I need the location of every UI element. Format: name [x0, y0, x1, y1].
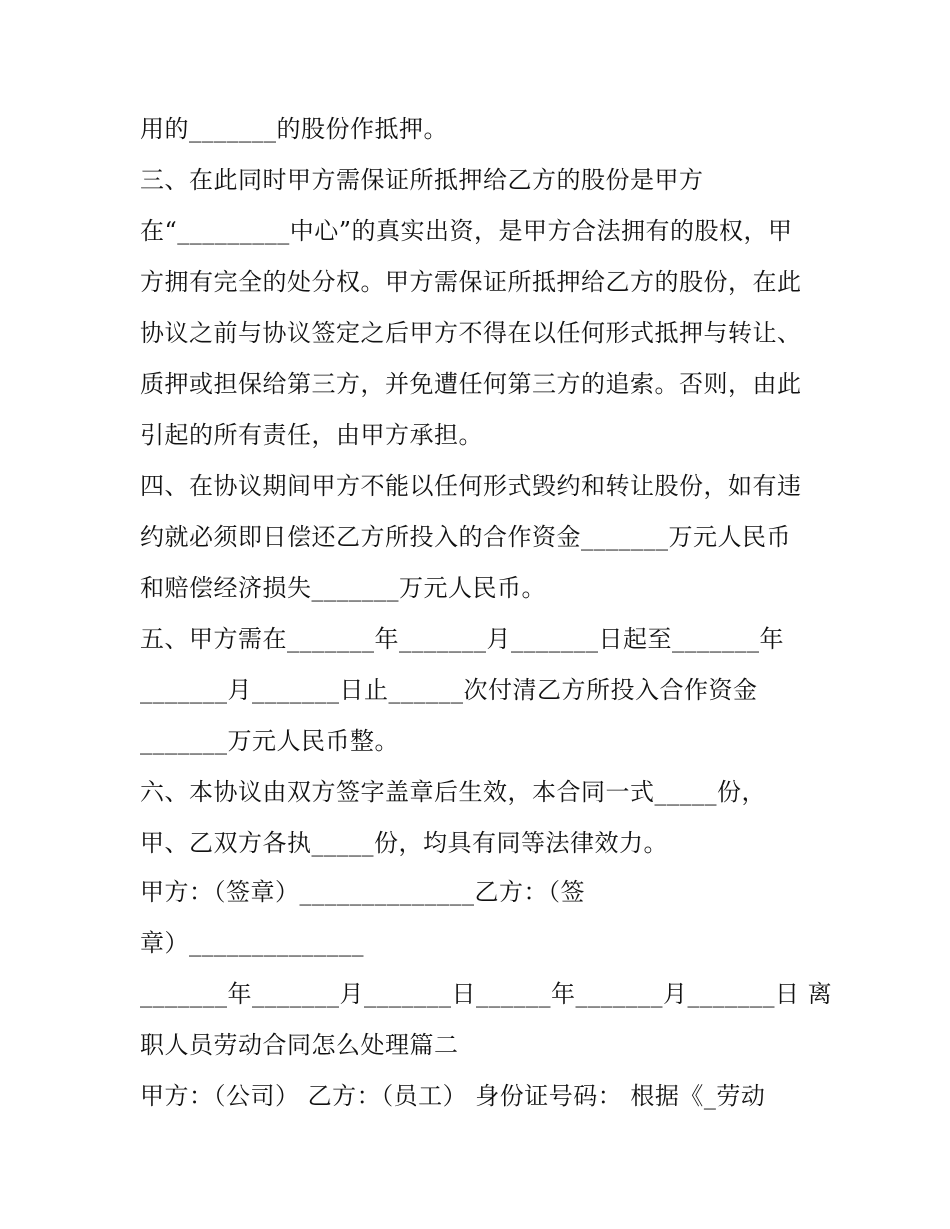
- text-line: 和赔偿经济损失_______万元人民币。: [140, 574, 546, 602]
- text-line: 四、在协议期间甲方不能以任何形式毁约和转让股份，如有违: [140, 472, 802, 500]
- text-line: 六、本协议由双方签字盖章后生效，本合同一式_____份，: [140, 778, 766, 806]
- date-line: _______年_______月_______日______年_______月_______日 离: [140, 980, 833, 1008]
- signature-line-party-b: 章）______________: [140, 929, 364, 957]
- text-line: _______月_______日止______次付清乙方所投入合作资金: [140, 676, 758, 704]
- text-line: 协议之前与协议签定之后甲方不得在以任何形式抵押与转让、: [140, 319, 802, 347]
- text-line: 三、在此同时甲方需保证所抵押给乙方的股份是甲方: [140, 166, 704, 194]
- text-line: 方拥有完全的处分权。甲方需保证所抵押给乙方的股份，在此: [140, 268, 802, 296]
- text-line: 质押或担保给第三方，并免遭任何第三方的追索。否则，由此: [140, 370, 802, 398]
- text-line: _______万元人民币整。: [140, 727, 399, 755]
- signature-line-party-a: 甲方：（签章）______________乙方：（签: [140, 878, 585, 906]
- text-line: 甲方：（公司） 乙方：（员工） 身份证号码： 根据《_劳动: [140, 1082, 766, 1110]
- text-line: 甲、乙双方各执_____份，均具有同等法律效力。: [140, 829, 668, 857]
- text-line: 用的_______的股份作抵押。: [140, 115, 448, 143]
- text-line: 约就必须即日偿还乙方所投入的合作资金_______万元人民币: [140, 523, 791, 551]
- text-line: 引起的所有责任，由甲方承担。: [140, 421, 483, 449]
- section-heading: 职人员劳动合同怎么处理篇二: [140, 1031, 459, 1059]
- text-line: 在“_________中心”的真实出资，是甲方合法拥有的股权，甲: [140, 217, 793, 245]
- text-line: 五、甲方需在_______年_______月_______日起至_______年: [140, 625, 784, 653]
